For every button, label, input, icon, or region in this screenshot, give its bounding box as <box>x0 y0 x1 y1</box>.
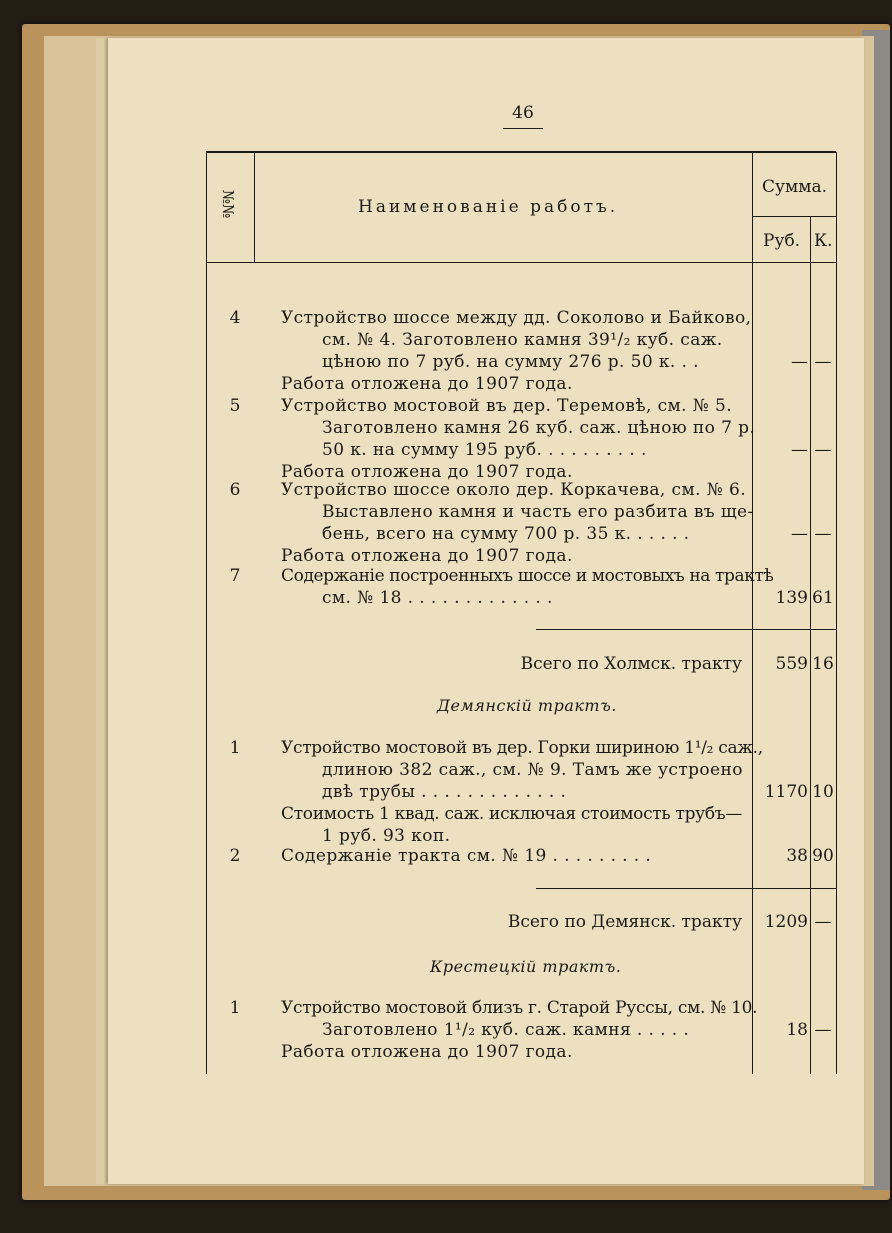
row-text: длиною 382 саж., см. № 9. Тамъ же устроено <box>322 760 743 780</box>
row-number: 2 <box>229 846 241 866</box>
total-rule <box>536 888 836 889</box>
row-text: 50 к. на сумму 195 руб. . . . . . . . . . <box>322 440 647 460</box>
page-number: 46 <box>512 103 534 123</box>
total-kop: 16 <box>812 654 834 674</box>
col-rule-rub <box>752 152 753 1074</box>
row-text: Работа отложена до 1907 года. <box>281 462 573 482</box>
row-rub: 38 <box>786 846 808 866</box>
row-rub: — <box>791 524 808 544</box>
row-number: 5 <box>229 396 241 416</box>
row-number: 1 <box>229 738 241 758</box>
row-number: 6 <box>229 480 241 500</box>
row-text: Работа отложена до 1907 года. <box>281 546 573 566</box>
header-numbers: №№ <box>219 189 238 219</box>
table-top-rule <box>206 151 836 153</box>
row-rub: 18 <box>786 1020 808 1040</box>
header-kop: К. <box>814 231 833 251</box>
section-title: Демянскій трактъ. <box>437 696 617 715</box>
sum-split-rule <box>752 216 836 217</box>
row-text: Устройство мостовой близъ г. Старой Руссы, см. № 10. <box>281 998 758 1018</box>
col-rule-num <box>254 152 255 262</box>
row-text: Устройство шоссе между дд. Соколово и Байково, <box>281 308 752 328</box>
row-kop: 10 <box>812 782 834 802</box>
total-rule <box>536 629 836 630</box>
row-kop: — <box>814 1020 832 1040</box>
row-number: 1 <box>229 998 241 1018</box>
page-number-rule <box>503 128 543 129</box>
header-bottom-rule <box>206 262 836 263</box>
row-text: Устройство мостовой въ дер. Горки шириною 1¹/₂ саж., <box>281 738 763 758</box>
total-label: Всего по Холмск. тракту <box>520 654 742 674</box>
row-text: бень, всего на сумму 700 р. 35 к. . . . . . <box>322 524 690 544</box>
row-kop: 61 <box>812 588 834 608</box>
row-text: двѣ трубы . . . . . . . . . . . . . <box>322 782 567 802</box>
col-rule-left <box>206 152 207 1074</box>
row-text: Содержаніе тракта см. № 19 . . . . . . . . . <box>281 846 652 866</box>
row-text: Устройство шоссе около дер. Коркачева, см. № 6. <box>281 480 746 500</box>
header-sum: Сумма. <box>762 177 827 197</box>
total-label: Всего по Демянск. тракту <box>507 912 742 932</box>
row-text: см. № 18 . . . . . . . . . . . . . <box>322 588 553 608</box>
total-rub: 559 <box>775 654 808 674</box>
row-text: 1 руб. 93 коп. <box>322 826 451 846</box>
row-text: цѣною по 7 руб. на сумму 276 р. 50 к. . . <box>322 352 699 372</box>
total-kop: — <box>814 912 832 932</box>
row-rub: 139 <box>775 588 808 608</box>
total-rub: 1209 <box>764 912 808 932</box>
row-kop: — <box>814 524 832 544</box>
row-text: Работа отложена до 1907 года. <box>281 1042 573 1062</box>
header-name: Наименованіе работъ. <box>358 197 619 217</box>
row-rub: — <box>791 440 808 460</box>
section-title: Крестецкій трактъ. <box>430 957 622 976</box>
row-number: 7 <box>229 566 241 586</box>
row-kop: — <box>814 440 832 460</box>
row-text: Заготовлено камня 26 куб. саж. цѣною по 7 р. <box>322 418 756 438</box>
row-text: см. № 4. Заготовлено камня 39¹/₂ куб. саж. <box>322 330 723 350</box>
row-text: Содержаніе построенныхъ шоссе и мостовыхъ на трактѣ <box>281 566 774 586</box>
row-rub: 1170 <box>764 782 808 802</box>
row-text: Заготовлено 1¹/₂ куб. саж. камня . . . . . <box>322 1020 690 1040</box>
col-rule-right <box>836 152 837 1074</box>
row-text: Устройство мостовой въ дер. Теремовѣ, см. № 5. <box>281 396 733 416</box>
row-rub: — <box>791 352 808 372</box>
row-text: Стоимость 1 квад. саж. исключая стоимость трубъ— <box>281 804 743 824</box>
row-kop: 90 <box>812 846 834 866</box>
header-rub: Руб. <box>763 231 801 251</box>
row-text: Выставлено камня и часть его разбита въ ще- <box>322 502 754 522</box>
row-text: Работа отложена до 1907 года. <box>281 374 573 394</box>
col-rule-kop <box>810 216 811 1074</box>
row-kop: — <box>814 352 832 372</box>
row-number: 4 <box>229 308 241 328</box>
